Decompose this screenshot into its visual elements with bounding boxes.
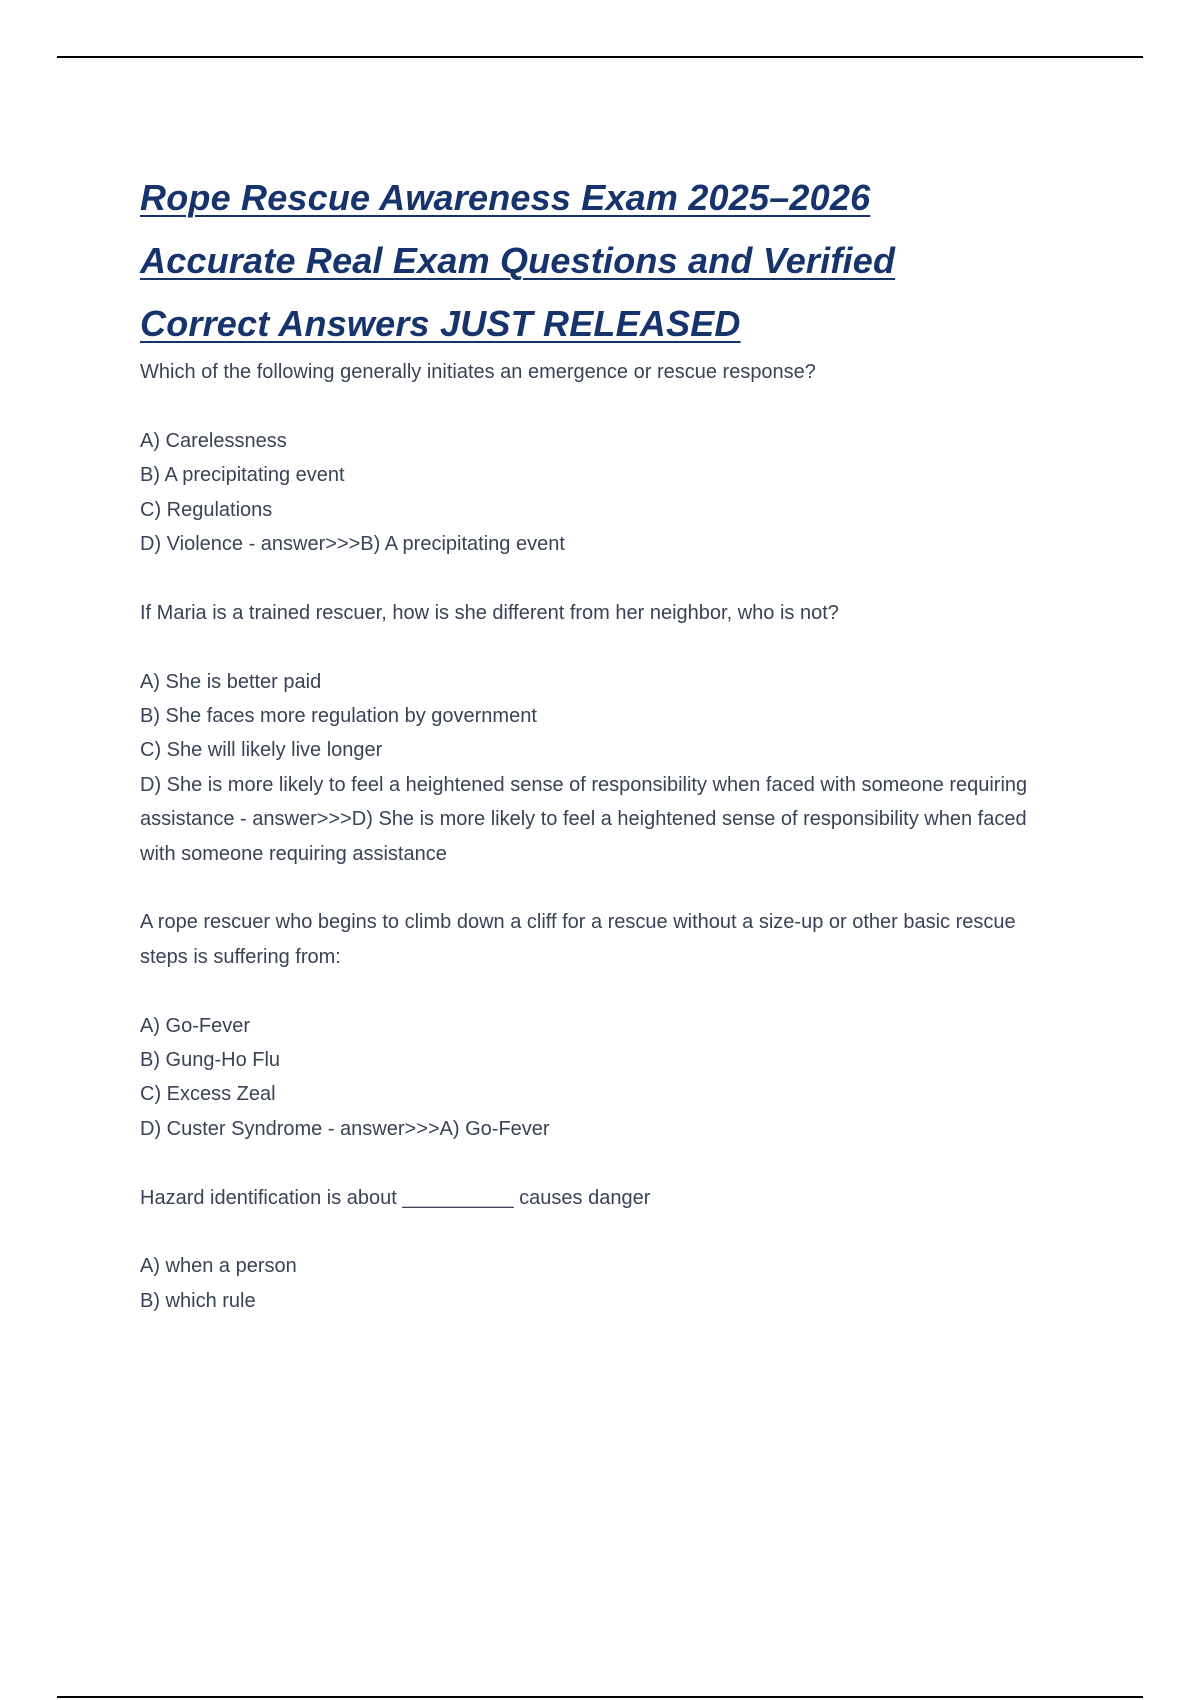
answer-options — [140, 665, 1040, 871]
answer-option: B) She faces more regulation by government — [140, 705, 537, 728]
question-text: Hazard identification is about __________ causes danger — [140, 1186, 651, 1209]
answer-option: B) which rule — [140, 1289, 256, 1312]
answer-option: D) Custer Syndrome - answer>>>A) Go-Fever — [140, 1117, 550, 1140]
question-block-2 — [140, 596, 1040, 871]
answer-option: C) Regulations — [140, 498, 273, 521]
answer-option: A) She is better paid — [140, 670, 322, 693]
answer-option: A) Go-Fever — [140, 1014, 251, 1037]
answer-option: A) Carelessness — [140, 429, 287, 452]
title-line-3: Correct Answers JUST RELEASED — [140, 303, 741, 344]
answer-option: C) She will likely live longer — [140, 739, 383, 762]
question-block-4 — [140, 1181, 1040, 1319]
answer-option: C) Excess Zeal — [140, 1083, 276, 1106]
bottom-rule — [57, 1696, 1143, 1698]
question-block-3 — [140, 905, 1040, 1146]
title-line-1: Rope Rescue Awareness Exam 2025–2026 — [140, 177, 871, 218]
answer-option: D) She is more likely to feel a heightened sense of responsibility when faced with someone requiring assistance - answer>>>D) She is more likely to feel a heightened sense of responsibility when faced with someone requiring assistance — [140, 773, 1028, 865]
answer-options — [140, 1249, 1040, 1318]
question-text: A rope rescuer who begins to climb down a cliff for a rescue without a size-up or other basic rescue steps is suffering from: — [140, 911, 1016, 968]
answer-option: B) A precipitating event — [140, 464, 345, 487]
document-title — [140, 166, 1040, 355]
question-text: If Maria is a trained rescuer, how is she different from her neighbor, who is not? — [140, 601, 839, 624]
answer-option: D) Violence - answer>>>B) A precipitating event — [140, 533, 565, 556]
title-line-2: Accurate Real Exam Questions and Verified — [140, 240, 896, 281]
answer-options — [140, 1009, 1040, 1147]
top-rule — [57, 56, 1143, 58]
answer-option: B) Gung-Ho Flu — [140, 1049, 281, 1072]
question-text: Which of the following generally initiates an emergence or rescue response? — [140, 361, 816, 383]
answer-option: A) when a person — [140, 1255, 297, 1278]
question-list — [140, 355, 1040, 1318]
question-block-1 — [140, 355, 1040, 561]
answer-options — [140, 424, 1040, 562]
document-content — [140, 166, 1040, 1318]
